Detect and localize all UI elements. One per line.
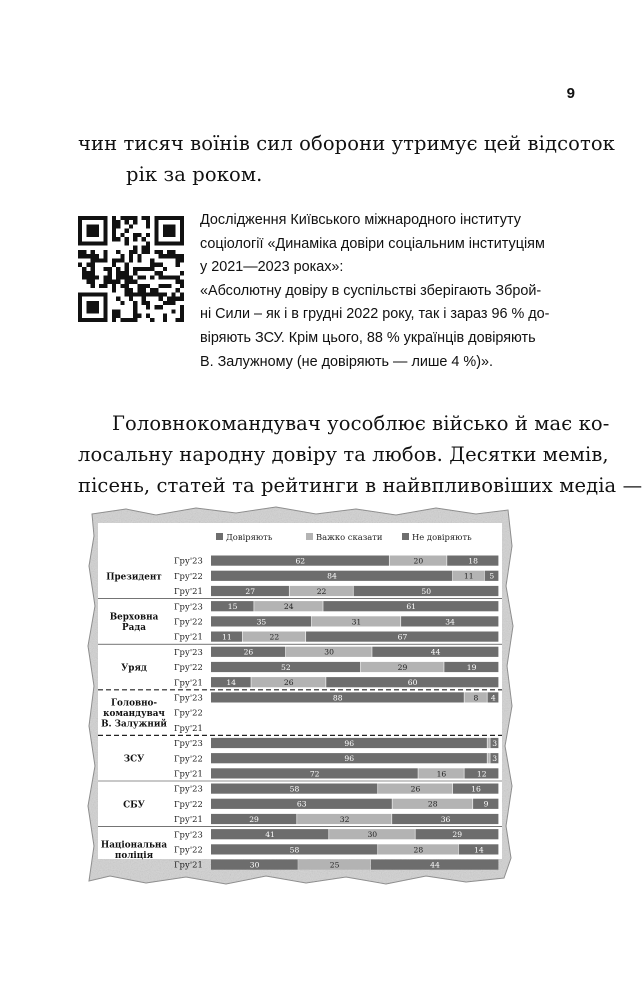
- group-label: Головно-: [110, 698, 158, 709]
- data-label: 58: [289, 845, 300, 855]
- text-line: Головнокомандувач уособлює військо й має ко-: [112, 412, 610, 435]
- infobox-line: ні Сили – як і в грудні 2022 року, так і зараз 96 % до-: [200, 306, 550, 323]
- data-label: 15: [227, 602, 238, 612]
- year-label: Гру'21: [174, 586, 203, 597]
- data-label: 52: [281, 662, 291, 672]
- legend-label: Не довіряють: [412, 532, 472, 542]
- data-label: 18: [468, 556, 478, 566]
- data-label: 28: [413, 845, 424, 855]
- year-label: Гру'21: [174, 677, 203, 688]
- data-label: 9: [483, 799, 489, 809]
- data-label: 22: [269, 632, 280, 642]
- data-label: 29: [397, 662, 408, 672]
- year-label: Гру'22: [174, 707, 203, 718]
- data-label: 12: [476, 769, 487, 779]
- year-label: Гру'22: [174, 616, 203, 627]
- bar-segment: [487, 753, 489, 763]
- text-line: лосальну народну довіру та любов. Десятки мемів,: [78, 443, 609, 466]
- year-label: Гру'22: [174, 844, 203, 855]
- data-label: 11: [222, 632, 232, 642]
- infobox-line: соціології «Динаміка довіри соціальним інституціям: [200, 235, 545, 252]
- data-label: 60: [407, 678, 418, 688]
- data-label: 28: [427, 799, 438, 809]
- data-label: 84: [327, 571, 337, 581]
- paragraph-2: [78, 408, 642, 501]
- legend-label: Довіряють: [226, 532, 273, 542]
- data-label: 8: [473, 693, 479, 703]
- data-label: 30: [324, 647, 334, 657]
- year-label: Гру'23: [174, 738, 203, 749]
- data-label: 24: [283, 602, 294, 612]
- trust-chart: [98, 523, 502, 870]
- data-label: 35: [256, 617, 267, 627]
- text-line: пісень, статей та рейтинги в найвпливовіших медіа —: [78, 474, 642, 497]
- legend-swatch: [402, 533, 409, 540]
- infobox-line: В. Залужному (не довіряють — лише 4 %)».: [200, 353, 494, 370]
- data-label: 3: [492, 754, 498, 764]
- data-label: 32: [339, 814, 350, 824]
- page-number: 9: [566, 85, 575, 102]
- data-label: 36: [440, 814, 451, 824]
- group-label: В. Залужний: [101, 719, 167, 730]
- data-label: 61: [406, 602, 416, 612]
- year-label: Гру'22: [174, 798, 203, 809]
- data-label: 25: [329, 860, 340, 870]
- paragraph-1: [78, 128, 615, 190]
- group-label: Рада: [122, 623, 146, 634]
- year-label: Гру'23: [174, 555, 203, 566]
- qr-code-icon[interactable]: [78, 216, 184, 322]
- data-label: 31: [351, 617, 362, 627]
- data-label: 50: [421, 586, 432, 596]
- data-label: 67: [397, 632, 408, 642]
- year-label: Гру'21: [174, 859, 203, 870]
- data-label: 29: [249, 814, 259, 824]
- group-label: ЗСУ: [123, 754, 145, 765]
- data-label: 44: [430, 647, 441, 657]
- data-label: 96: [344, 738, 355, 748]
- data-label: 44: [430, 860, 440, 870]
- group-label: Уряд: [121, 663, 147, 674]
- year-label: Гру'21: [174, 814, 203, 825]
- year-label: Гру'23: [174, 646, 203, 657]
- group-label: Національна: [100, 840, 168, 851]
- year-label: Гру'23: [174, 829, 203, 840]
- data-label: 30: [249, 860, 260, 870]
- data-label: 96: [344, 754, 355, 764]
- year-label: Гру'21: [174, 768, 203, 779]
- data-label: 3: [492, 738, 498, 748]
- data-label: 29: [452, 830, 463, 840]
- group-label: поліція: [114, 851, 154, 862]
- data-label: 11: [463, 571, 474, 581]
- year-label: Гру'21: [174, 631, 203, 642]
- bar-segment: [487, 738, 489, 748]
- data-label: 14: [226, 678, 236, 688]
- text-line: рік за роком.: [126, 163, 263, 186]
- study-quote-box: [200, 209, 552, 374]
- data-label: 16: [436, 769, 447, 779]
- data-label: 88: [332, 693, 343, 703]
- data-label: 26: [243, 647, 254, 657]
- legend-swatch: [306, 533, 313, 540]
- legend-label: Важко сказати: [316, 532, 383, 542]
- infobox-line: Дослідження Київського міжнародного інституту: [200, 212, 521, 228]
- infobox-line: «Абсолютну довіру в суспільстві зберігають Зброй-: [200, 282, 542, 299]
- data-label: 34: [445, 617, 455, 627]
- group-label: командувач: [103, 709, 165, 720]
- year-label: Гру'23: [174, 783, 203, 794]
- legend-swatch: [216, 533, 223, 540]
- group-label: Верховна: [109, 612, 159, 623]
- year-label: Гру'22: [174, 753, 203, 764]
- data-label: 16: [471, 784, 481, 794]
- data-label: 19: [466, 662, 477, 672]
- data-label: 5: [489, 571, 495, 581]
- group-label: Президент: [106, 572, 162, 583]
- text-line: чин тисяч воїнів сил оборони утримує цей відсоток: [78, 132, 615, 155]
- data-label: 62: [295, 556, 306, 566]
- data-label: 26: [283, 678, 294, 688]
- infobox-line: у 2021—2023 роках»:: [200, 259, 344, 276]
- data-label: 41: [265, 830, 275, 840]
- data-label: 27: [245, 586, 256, 596]
- group-label: СБУ: [123, 800, 145, 811]
- data-label: 30: [367, 830, 378, 840]
- data-label: 14: [474, 845, 484, 855]
- data-label: 26: [410, 784, 421, 794]
- data-label: 63: [296, 799, 307, 809]
- data-label: 72: [309, 769, 320, 779]
- year-label: Гру'22: [174, 662, 203, 673]
- data-label: 22: [316, 586, 327, 596]
- year-label: Гру'22: [174, 570, 203, 581]
- data-label: 4: [490, 693, 496, 703]
- data-label: 58: [289, 784, 300, 794]
- data-label: 20: [413, 556, 424, 566]
- infobox-line: віряють ЗСУ. Крім цього, 88 % українців довіряють: [200, 329, 536, 346]
- year-label: Гру'23: [174, 692, 203, 703]
- year-label: Гру'23: [174, 601, 203, 612]
- year-label: Гру'21: [174, 722, 203, 733]
